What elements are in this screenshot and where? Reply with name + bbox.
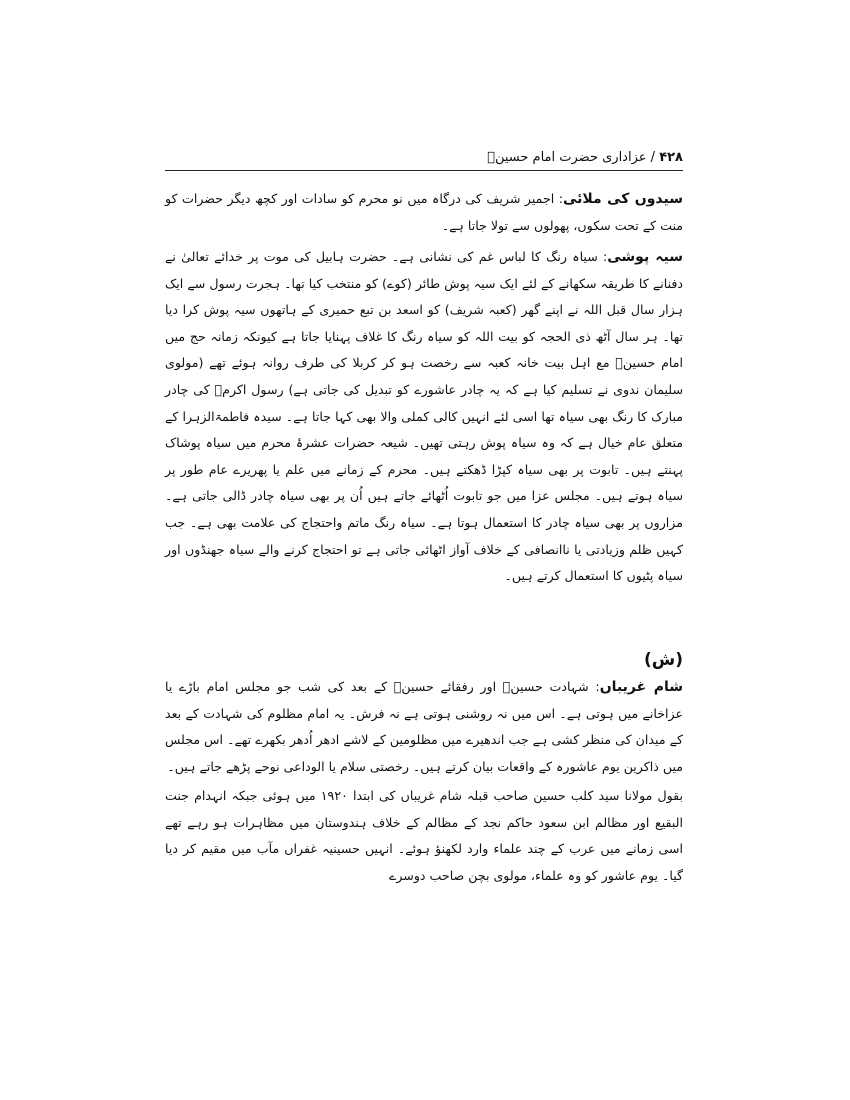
- entry-sayyidon-ki-tulai: [165, 186, 683, 239]
- entry-siyah-poshi: [165, 244, 683, 590]
- entry-term: شام غریباں: [599, 679, 684, 695]
- entry-text: : سیاہ رنگ کا لباس غم کی نشانی ہے۔ حضرت ہابیل کی موت پر خدائے تعالیٰ نے دفنانے کا طریقہ سکھانے کے لئے ایک سیہ پوش طائر (کوے) کو منتخب کیا تھا۔ ہجرت رسول سے ایک ہزار سال قبل اللہ نے اپنے گھر (کعبہ شریف) کو اسعد بن تبع حمیری کے ہاتھوں سیہ پوش کرا دیا تھا۔ ہر سال آٹھ ذی الحجہ کو بیت اللہ کو سیاہ رنگ کا غلاف پہنایا جاتا ہے کیونکہ زمانہ حج میں امام حسینؑ مع اہل بیت خانہ کعبہ سے رخصت ہو کر کربلا کی طرف روانہ ہوئے تھے (مولوی سلیمان ندوی نے تسلیم کیا ہے کہ یہ چادر عاشورے کو تبدیل کی جاتی ہے) رسول اکرمؐ کی چادر مبارک کا رنگ بھی سیاہ تھا اسی لئے انہیں کالی کملی والا بھی کہا جاتا ہے۔ سیدہ فاطمۃالزہرا کے متعلق عام خیال ہے کہ وہ سیاہ پوش رہتی تھیں۔ شیعہ حضرات عشرۂ محرم میں سیاہ پوشاک پہنتے ہیں۔ تابوت پر بھی سیاہ کپڑا ڈھکتے ہیں۔ محرم کے زمانے میں علم یا پھریرے عام طور پر سیاہ ہوتے ہیں۔ مجلس عزا میں جو تابوت اُٹھائے جاتے ہیں اُن پر بھی سیاہ چادر ڈالی جاتی ہے۔ مزاروں پر بھی سیاہ چادر کا استعمال ہوتا ہے۔ سیاہ رنگ ماتم واحتجاج کی علامت بھی ہے۔ جب کہیں ظلم وزیادتی یا ناانصافی کے خلاف آواز اٹھائی جاتی ہے تو احتجاج کرنے والے سیاہ جھنڈوں اور سیاہ پٹیوں کا استعمال کرتے ہیں۔: [165, 249, 683, 584]
- entry-sham-e-ghariban: [165, 674, 683, 780]
- page-number: ۴۲۸: [659, 150, 683, 165]
- paragraph-text: بقول مولانا سید کلب حسین صاحب قبلہ شام غریباں کی ابتدا ۱۹۲۰ میں ہوئی جبکہ انہدام جنت البقیع اور مظالم ابن سعود حاکم نجد کے مظالم کے خلاف ہندوستان میں مظاہرات ہو رہے تھے اسی زمانے میں عرب کے چند علماء وارد لکھنؤ ہوئے۔ انہیں حسینیہ غفراں مآب میں مقیم کر دیا گیا۔ یوم عاشور کو وہ علماء، مولوی بچن صاحب دوسرے: [165, 788, 683, 883]
- page-header: [165, 146, 683, 171]
- paragraph-history: [165, 783, 683, 889]
- header-separator: /: [650, 150, 656, 165]
- section-heading-letter: (ش): [644, 650, 683, 670]
- entry-text: : شہادت حسینؑ اور رفقائے حسینؑ کے بعد کی شب جو مجلس امام باڑے یا عزاخانے میں ہوتی ہے۔ اس میں نہ روشنی ہوتی ہے نہ فرش۔ یہ امام مظلوم کی شہادت کے بعد کے میدان کی منظر کشی ہے جب اندھیرے میں مظلومین کے لاشے ادھر اُدھر بکھرے تھے۔ اس مجلس میں ذاکرین یوم عاشورہ کے واقعات بیان کرتے ہیں۔ رخصتی سلام یا الوداعی نوحے پڑھے جاتے ہیں۔: [165, 679, 683, 774]
- entry-term: سیدوں کی ملائی: [562, 191, 683, 207]
- book-title: عزاداری حضرت امام حسینؑ: [487, 150, 647, 165]
- entry-term: سیہ پوشی: [607, 249, 683, 265]
- entry-text: : اجمیر شریف کی درگاہ میں نو محرم کو سادات اور کچھ دیگر حضرات کو منت کے تحت سکوں، پھولوں سے تولا جاتا ہے۔: [165, 191, 683, 233]
